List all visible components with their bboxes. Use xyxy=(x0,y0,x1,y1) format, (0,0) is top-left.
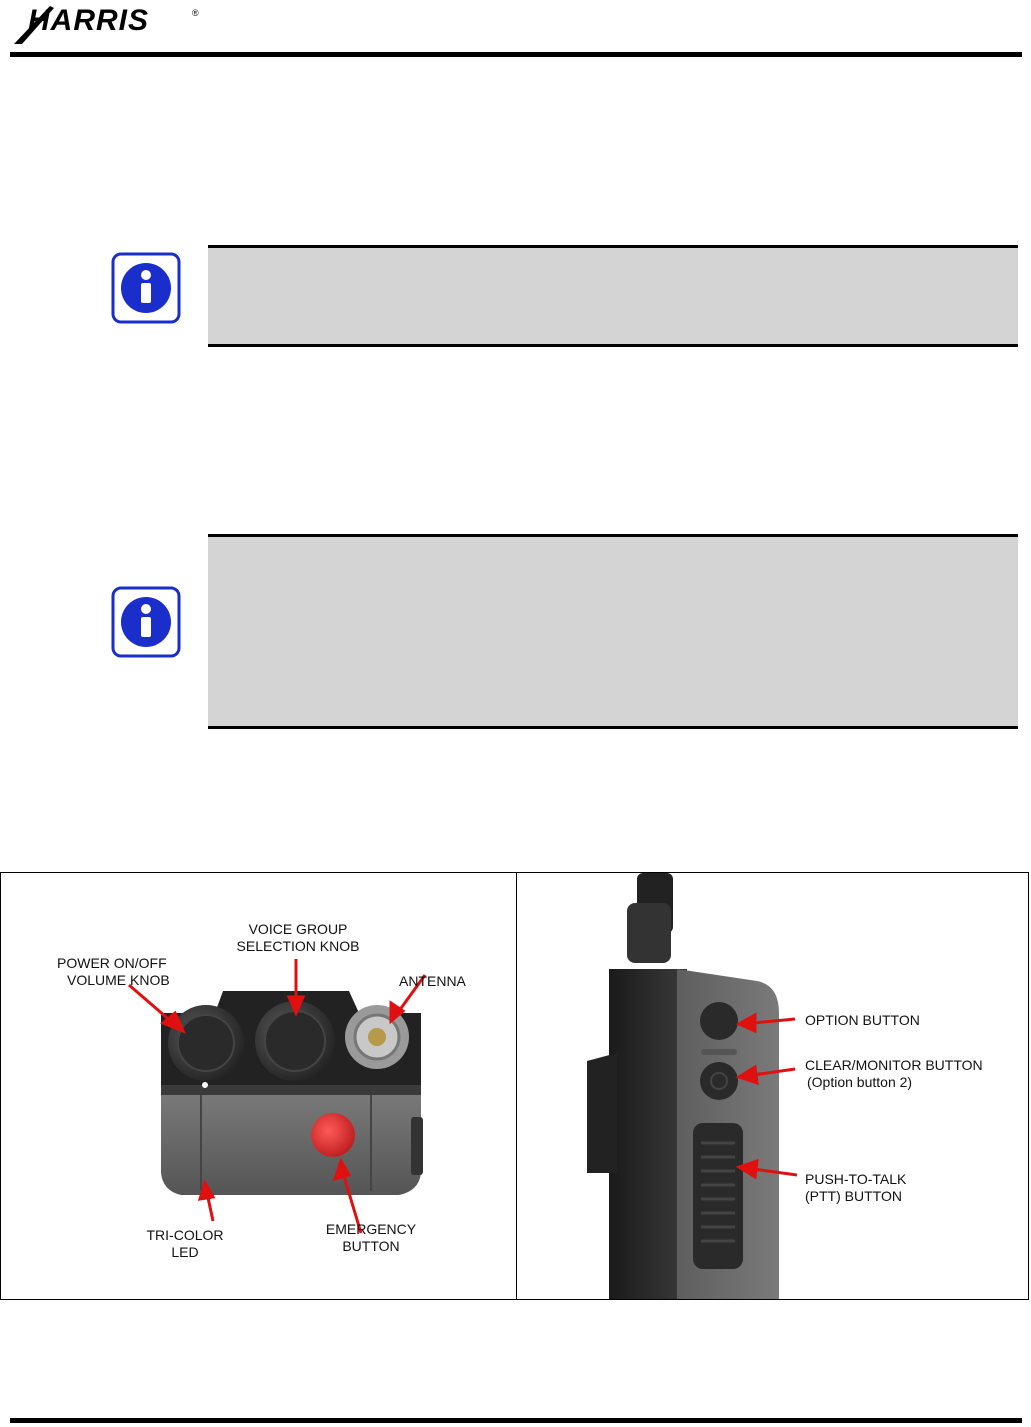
clear-monitor-button-label xyxy=(805,1057,983,1091)
radio-controls-figure xyxy=(0,872,1029,1300)
callout-line: PUSH-TO-TALK xyxy=(805,1171,907,1187)
callout-line: EMERGENCY xyxy=(325,1221,417,1237)
callout-line: SELECTION KNOB xyxy=(236,938,360,954)
radio-side-view-panel xyxy=(517,873,1028,1299)
header-rule xyxy=(10,52,1022,57)
callout-line: VOLUME KNOB xyxy=(67,972,170,988)
callout-line: BUTTON xyxy=(342,1238,400,1254)
callout-line: CLEAR/MONITOR BUTTON xyxy=(805,1057,983,1073)
antenna-label xyxy=(399,973,466,990)
callout-line: VOICE GROUP xyxy=(248,921,348,937)
page-header xyxy=(0,0,1031,60)
power-volume-knob-label xyxy=(57,955,170,989)
note-box xyxy=(208,534,1018,729)
svg-text:HARRIS: HARRIS xyxy=(28,4,150,37)
option-button-label xyxy=(805,1012,920,1029)
info-icon xyxy=(111,252,181,324)
tri-color-led-label xyxy=(135,1227,235,1261)
emergency-button-label xyxy=(321,1221,421,1255)
svg-text:®: ® xyxy=(192,8,199,18)
footer-rule xyxy=(10,1418,1022,1423)
callout-line: (PTT) BUTTON xyxy=(805,1188,902,1204)
voice-group-knob-label xyxy=(233,921,363,955)
harris-logo xyxy=(10,2,200,46)
callout-line: (Option button 2) xyxy=(807,1074,913,1090)
radio-top-view-panel xyxy=(1,873,516,1299)
callout-line: OPTION BUTTON xyxy=(805,1012,920,1028)
callout-line: TRI-COLOR xyxy=(146,1227,224,1243)
ptt-button-label xyxy=(805,1171,906,1205)
callout-line: ANTENNA xyxy=(399,973,466,989)
note-box xyxy=(208,245,1018,347)
callout-line: LED xyxy=(171,1244,199,1260)
callout-line: POWER ON/OFF xyxy=(57,955,167,971)
info-icon xyxy=(111,586,181,658)
